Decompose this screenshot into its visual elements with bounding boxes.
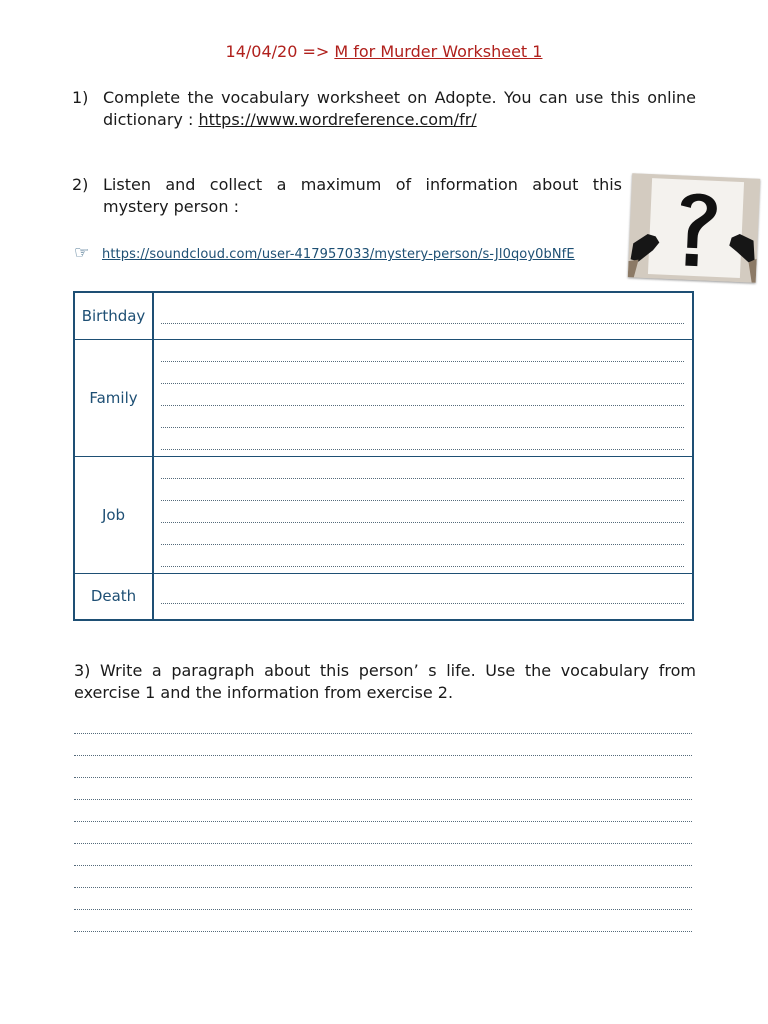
answer-line — [161, 501, 684, 523]
answer-line — [161, 302, 684, 324]
answer-line — [161, 523, 684, 545]
answer-line — [161, 340, 684, 362]
answer-line — [161, 428, 684, 450]
title-text: M for Murder Worksheet 1 — [334, 42, 543, 61]
table-row-family — [74, 339, 693, 456]
exercise-2-number: 2) — [72, 175, 89, 194]
answer-line — [74, 844, 692, 866]
answer-line — [161, 545, 684, 567]
answer-line — [161, 479, 684, 501]
answer-line — [74, 910, 692, 932]
answer-line — [74, 866, 692, 888]
job-answer-field[interactable] — [153, 456, 693, 573]
answer-line — [161, 457, 684, 479]
table-row-death — [74, 573, 693, 620]
answer-line — [161, 384, 684, 406]
mystery-person-image — [628, 173, 760, 282]
row-label: Family — [74, 339, 153, 456]
info-table — [73, 291, 694, 621]
answer-line — [161, 582, 684, 604]
exercise-1 — [72, 87, 696, 131]
exercise-3-text: 3) Write a paragraph about this person’ s life. Use the vocabulary from exercise 1 and the information from exercise 2. — [74, 661, 696, 702]
answer-line — [74, 756, 692, 778]
answer-line — [74, 822, 692, 844]
exercise-1-instructions: Complete the vocabulary worksheet on Adopte. You can use this online dictionary : — [103, 88, 696, 129]
table-row-job — [74, 456, 693, 573]
exercise-1-text — [103, 87, 696, 131]
birthday-answer-field[interactable] — [153, 292, 693, 339]
exercise-3 — [74, 660, 696, 704]
answer-line — [74, 712, 692, 734]
exercise-2-line-1: Listen and collect a maximum of information about this — [103, 175, 622, 194]
row-label: Birthday — [74, 292, 153, 339]
answer-line — [74, 888, 692, 910]
row-label: Death — [74, 573, 153, 620]
paragraph-answer-area[interactable] — [74, 712, 692, 932]
answer-line — [161, 362, 684, 384]
exercise-2 — [72, 174, 622, 218]
answer-line — [74, 734, 692, 756]
death-answer-field[interactable] — [153, 573, 693, 620]
family-answer-field[interactable] — [153, 339, 693, 456]
exercise-2-line-2: mystery person : — [103, 197, 239, 216]
answer-line — [161, 406, 684, 428]
table-row-birthday — [74, 292, 693, 339]
answer-line — [74, 800, 692, 822]
exercise-1-number: 1) — [72, 88, 89, 107]
worksheet-title — [0, 42, 768, 61]
answer-line — [74, 778, 692, 800]
soundcloud-link[interactable]: https://soundcloud.com/user-417957033/mystery-person/s-Jl0qoy0bNfE — [102, 247, 575, 262]
wordreference-link[interactable]: https://www.wordreference.com/fr/ — [198, 110, 477, 129]
row-label: Job — [74, 456, 153, 573]
pointing-hand-icon: ☞ — [74, 243, 90, 263]
title-date: 14/04/20 => — [225, 42, 335, 61]
